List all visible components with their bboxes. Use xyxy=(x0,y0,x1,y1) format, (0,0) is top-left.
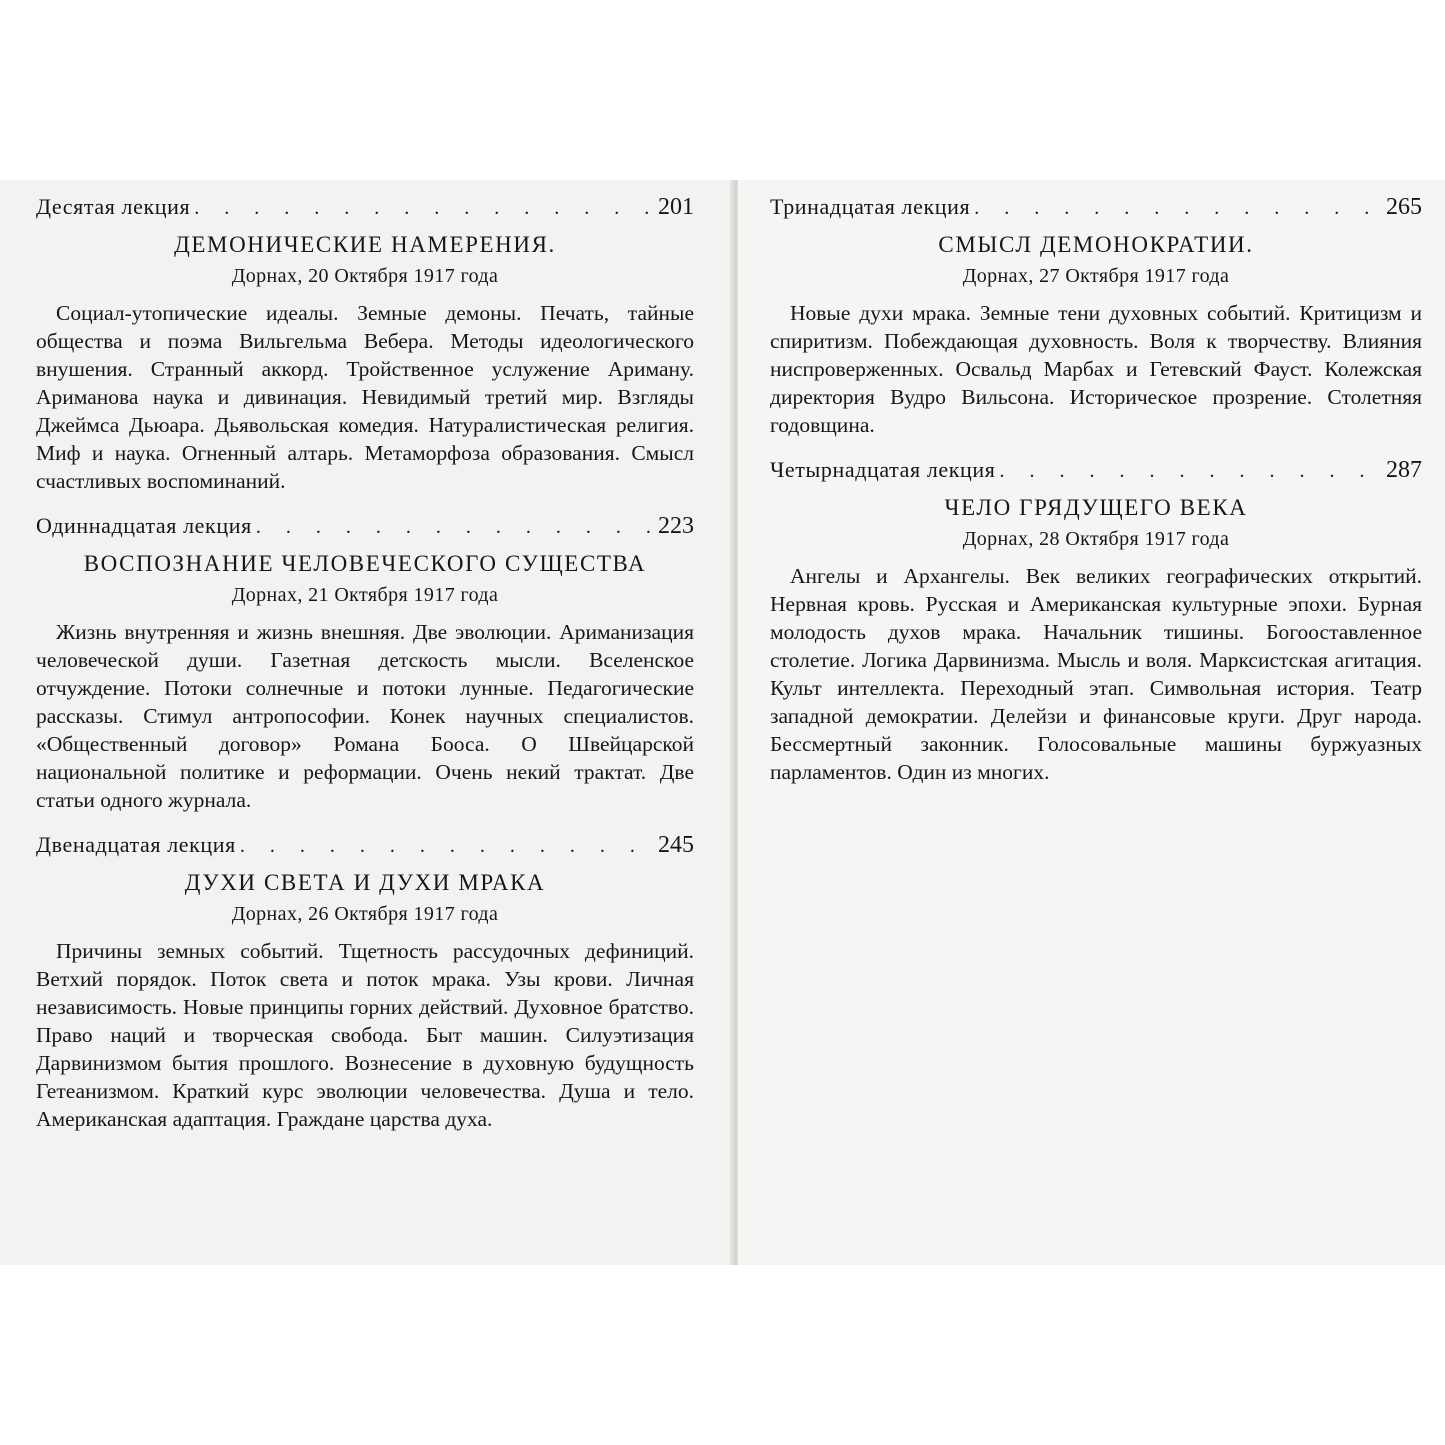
dot-leader xyxy=(256,510,654,544)
page-number: 201 xyxy=(658,194,694,220)
dot-leader xyxy=(974,191,1382,225)
left-page-contents xyxy=(36,190,694,1139)
lecture-abstract: Социал-утопические идеалы. Земные демоны. Печать, тайные общества и поэма Вильгельма Вебера. Методы идеологического внушения. Странный аккорд. Тройственное услужение Ариману. Ариманова наука и дивинация. Невидимый третий мир. Взгляды Джеймса Дьюара. Дьявольская комедия. Натуралистическая религия. Миф и наука. Огненный алтарь. Метаморфоза образования. Смысл счастливых воспоминаний. xyxy=(36,301,694,493)
lecture-title: Тринадцатая лекция xyxy=(770,194,971,219)
lecture-title: Четырнадцатая лекция xyxy=(770,457,996,482)
lecture-dateline: Дорнах, 26 Октября 1917 года xyxy=(231,903,499,925)
lecture-theme: ДУХИ СВЕТА И ДУХИ МРАКА xyxy=(184,870,546,895)
lecture-title: Двенадцатая лекция xyxy=(36,832,236,857)
toc-entry-lecture-11 xyxy=(36,509,694,544)
lecture-dateline: Дорнах, 21 Октября 1917 года xyxy=(231,584,499,606)
lecture-title: Десятая лекция xyxy=(36,194,191,219)
right-page xyxy=(738,180,1445,1265)
toc-entry-lecture-12 xyxy=(36,828,694,863)
lecture-title: Одиннадцатая лекция xyxy=(36,513,252,538)
lecture-abstract: Жизнь внутренняя и жизнь внешняя. Две эволюции. Ариманизация человеческой души. Газетная детскость мысли. Вселенское отчуждение. Потоки солнечные и потоки лунные. Педагогические рассказы. Стимул антропософии. Конек научных специалистов. «Общественный договор» Романа Бооса. О Швейцарской национальной политике и реформации. Очень некий трактат. Две статьи одного журнала. xyxy=(36,620,694,812)
lecture-dateline: Дорнах, 28 Октября 1917 года xyxy=(962,528,1230,550)
toc-entry-lecture-10 xyxy=(36,190,694,225)
page-number: 265 xyxy=(1386,194,1422,220)
toc-entry-lecture-14 xyxy=(770,453,1422,488)
lecture-theme: ВОСПОЗНАНИЕ ЧЕЛОВЕЧЕСКОГО СУЩЕСТВА xyxy=(83,551,647,576)
lecture-abstract: Причины земных событий. Тщетность рассудочных дефиниций. Ветхий порядок. Поток света и поток мрака. Узы крови. Личная независимость. Новые принципы горних действий. Духовное братство. Право наций и творческая свобода. Быт машин. Силуэтизация Дарвинизмом бытия прошлого. Вознесение в духовную будущность Гетеанизмом. Краткий курс эволюции человечества. Душа и тело. Американская адаптация. Граждане царства духа. xyxy=(36,939,694,1131)
page-number: 245 xyxy=(658,832,694,858)
lecture-abstract: Ангелы и Архангелы. Век великих географических открытий. Нервная кровь. Русская и Американская культурные эпохи. Бурная молодость духов мрака. Начальник тишины. Богооставленное столетие. Логика Дарвинизма. Мысль и воля. Марксистская агитация. Культ интеллекта. Переходный этап. Символьная история. Театр западной демократии. Делейзи и финансовые круги. Друг народа. Бессмертный законник. Голосовальные машины буржуазных парламентов. Один из многих. xyxy=(770,564,1422,784)
dot-leader xyxy=(194,191,654,225)
left-page xyxy=(0,180,738,1265)
lecture-theme: ДЕМОНИЧЕСКИЕ НАМЕРЕНИЯ. xyxy=(174,232,556,257)
dot-leader xyxy=(1000,454,1382,488)
dot-leader xyxy=(240,829,654,863)
lecture-dateline: Дорнах, 27 Октября 1917 года xyxy=(962,265,1230,287)
page-number: 287 xyxy=(1386,457,1422,483)
lecture-dateline: Дорнах, 20 Октября 1917 года xyxy=(231,265,499,287)
book-spread xyxy=(0,180,1445,1265)
lecture-abstract: Новые духи мрака. Земные тени духовных событий. Критицизм и спиритизм. Побеждающая духовность. Воля к творчеству. Влияния ниспроверженных. Освальд Марбах и Гетевский Фауст. Колежская директория Вудро Вильсона. Историческое прозрение. Столетняя годовщина. xyxy=(770,301,1422,437)
toc-entry-lecture-13 xyxy=(770,190,1422,225)
page-number: 223 xyxy=(658,513,694,539)
right-page-contents xyxy=(770,190,1422,792)
lecture-theme: СМЫСЛ ДЕМОНОКРАТИИ. xyxy=(938,232,1254,257)
lecture-theme: ЧЕЛО ГРЯДУЩЕГО ВЕКА xyxy=(944,495,1248,520)
